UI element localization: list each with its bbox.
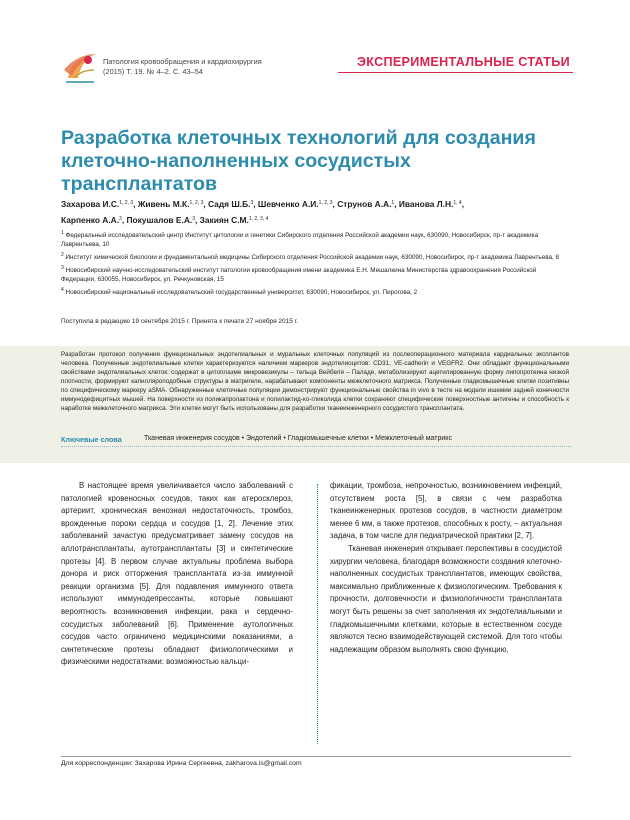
correspondence-footnote: Для корреспонденции: Захарова Ирина Сергеевна, zakharova.is@gmail.com <box>61 760 302 767</box>
body-paragraph: В настоящее время увеличивается число заболеваний с патологией кровеносных сосудов, таких как атеросклероз, артериит, хроническая венозная недостаточность, тромбоз, врожденные пороки сердца и сосудов [1, 2]. Лечение этих заболеваний зачастую предусматривает замену сосудов на аллотрансплантаты, аутотрансплантаты [3] и синтетические протезы [4]. В первом случае актуальны проблема выбора донора и риск отторжения трансплантата из-за иммунной реакции организма [5]. Для подавления иммунного ответа используют иммунодепрессанты, которые повышают вероятность возникновения инфекции, рака и сердечно-сосудистых заболеваний [6]. Применение аутологичных сосудов часто ограничено медицинскими показаниями, а синтетические протезы обладают физиологическими и физическими недостатками: возможностью кальци- <box>61 481 293 667</box>
keywords-label: Ключевые слова <box>61 435 122 444</box>
journal-name: Патология кровообращения и кардиохирургия <box>103 57 262 66</box>
body-column-left <box>61 480 293 669</box>
body-paragraph: Тканевая инженерия открывает перспективы в сосудистой хирургии человека, благодаря возможности создания клеточно-наполненных сосудистых трансплантатов, имеющих свойства, максимально приближенные к физиологическим. Требования к прочности, долговечности и физиологичности трансплантата могут быть решены за счет заполнения их эндотелиальными и гладкомышечными клетками, которые в естественном сосуде являются тесно взаимодействующей системой. Для того чтобы надлежащим образом выполнять свою функцию, <box>330 543 562 654</box>
column-divider <box>317 484 318 744</box>
author: Шевченко А.И.$^{1, 2, 3}$ <box>257 199 333 209</box>
author: Иванова Л.Н.$^{1, 4}$ <box>398 199 462 209</box>
affiliation: $^3$ Новосибирский научно-исследовательский институт патологии кровообращения имени академика Е.Н. Мешалкина Министерства здравоохранения Российской Федерации, 630055, Новосибирск, ул. Речкуновская, 15 <box>61 264 537 283</box>
journal-logo-icon <box>60 48 100 84</box>
author: Закиян С.М.$^{1, 2, 3, 4}$ <box>199 215 269 225</box>
affiliation: $^2$ Институт химической биологии и фундаментальной медицины Сибирского отделения Российской академии наук, 630090, Новосибирск, пр-т академика Лаврентьева, 8 <box>61 251 559 261</box>
journal-citation <box>103 57 262 77</box>
article-title-line-1: Разработка клеточных технологий для создания <box>61 127 536 149</box>
keywords-divider <box>61 446 571 447</box>
affiliation: $^4$ Новосибирский национальный исследовательский государственный университет, 630090, Новосибирск, ул. Пирогова, 2 <box>61 286 418 296</box>
author: Карпенко А.А.$^3$ <box>61 215 122 225</box>
article-title-line-2: клеточно-наполненных сосудистых трансплантатов <box>61 150 411 195</box>
author: Покушалов Е.А.$^3$ <box>126 215 195 225</box>
affiliation-list <box>61 229 571 298</box>
section-rule <box>338 72 573 73</box>
received-dates: Поступила в редакцию 19 сентября 2015 г. Принята к печати 27 ноября 2015 г. <box>61 318 299 325</box>
body-paragraph: фикации, тромбоза, непрочностью, возникновением инфекций, отсутствием роста [5], в связи с чем разработка тканеинженерных протезов сосудов, в частности диаметром менее 6 мм, а также протезов, способных к росту, – актуальная задача, в том числе для педиатрической практики [2, 7]. <box>330 481 562 541</box>
abstract-text: Разработан протокол получения функциональных эндотелиальных и муральных клеточных популяций из послеоперационного материала кардиальных эксплантов человека. Полученные эндотелиальные клетки характеризуются наличием маркеров эндотелиоцитов: CD31, VE-cadherin и VEGFR2. Они обладают функциональными свойствами эндотелиальных клеток: содержат в цитоплазме микровезикулы – тельца Вейбеля – Паладе, метаболизируют ацетилированную форму липопротеина низкой плотности, формируют капилляроподобные структуры в матригеле, нарабатывают компоненты межклеточного матрикса. Полученные гладкомышечные клетки позитивны по специфическому маркеру aSMA. Обнаруженные клеточные популяции демонстрируют функциональные свойства in vivo в тесте на модели ишемии задней конечности иммунодефицитных мышей. На поверхности из поликапролактона и полилактид-ко-гликолида клетки сохраняют специфические поверхностные антигены и способность к наработке межклеточного матрикса. Эти клетки могут быть использованы для разработки тканеинженерного сосудистого трансплантата. <box>61 351 569 412</box>
affiliation: $^1$ Федеральный исследовательский центр Институт цитологии и генетики Сибирского отделения Российской академии наук, 630090, Новосибирск, пр-т академика Лаврентьева, 10 <box>61 230 539 248</box>
body-column-right <box>330 480 562 656</box>
author: Садя Ш.Б.$^3$ <box>208 199 254 209</box>
author: Живень М.К.$^{1, 2, 3}$ <box>137 199 204 209</box>
author-list: Захарова И.С.$^{1, 2, 3}$, Живень М.К.$^{1, 2, 3}$, Садя Ш.Б.$^3$, Шевченко А.И.$^{1, 2, 3}$, Струнов А.А.$^1$, Иванова Л.Н.$^{1, 4}$, Карпенко А.А.$^3$, Покушалов Е.А.$^3$, Закиян С.М.$^{1, 2, 3, 4}$ <box>61 199 465 225</box>
footnote-rule <box>61 756 571 757</box>
keywords-list: Тканевая инженерия сосудов • Эндотелий • Гладкомышечные клетки • Межклеточный матрикс <box>144 435 452 442</box>
section-title: ЭКСПЕРИМЕНТАЛЬНЫЕ СТАТЬИ <box>357 55 570 69</box>
article-title <box>61 127 561 196</box>
author: Струнов А.А.$^1$ <box>337 199 395 209</box>
author: Захарова И.С.$^{1, 2, 3}$ <box>61 199 134 209</box>
abstract <box>61 350 569 413</box>
journal-issue: (2015) Т. 19. № 4–2. С. 43–54 <box>103 67 203 76</box>
